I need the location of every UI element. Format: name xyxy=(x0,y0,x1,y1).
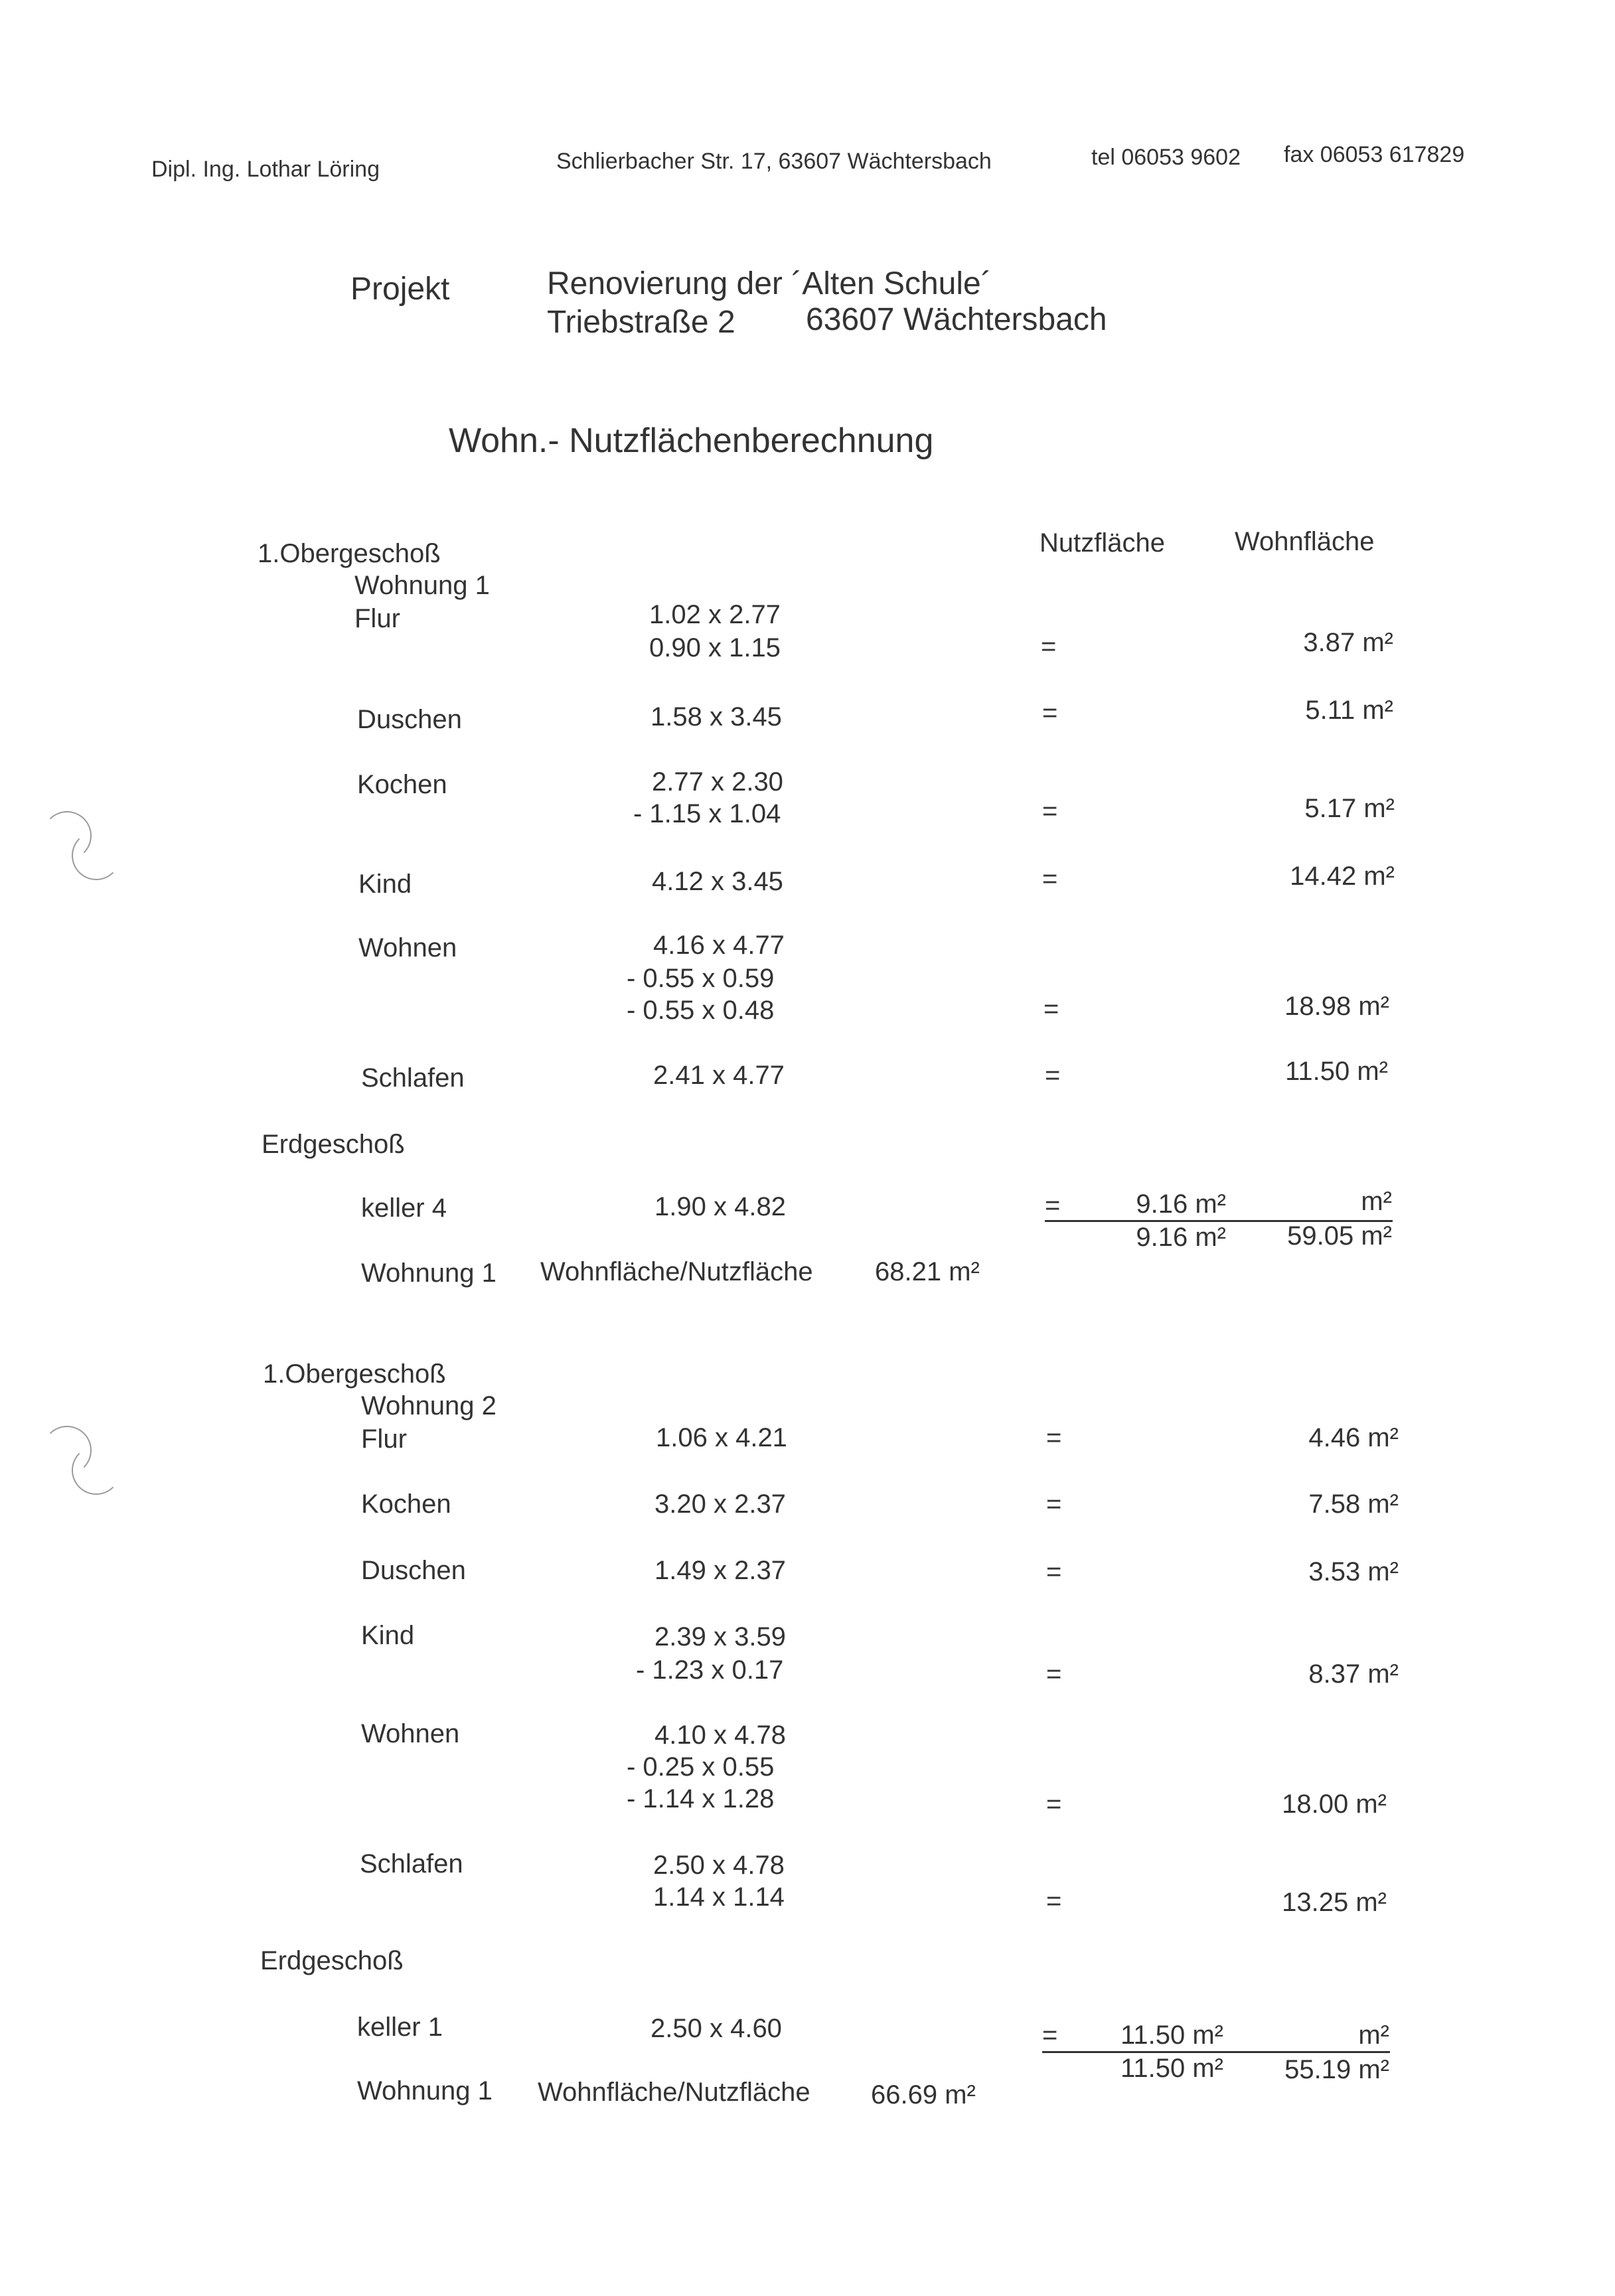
unit2-room-calc: 4.10 x 4.78 xyxy=(654,1721,786,1750)
unit2-room-name: Kind xyxy=(361,1621,415,1650)
unit2-room-name: Wohnen xyxy=(361,1719,460,1748)
unit2-room-calc: - 1.23 x 0.17 xyxy=(636,1655,784,1685)
unit2-room-name: Duschen xyxy=(361,1556,466,1585)
unit2-room-equals: = xyxy=(1046,1659,1062,1689)
unit2-ground-floor: Erdgeschoß xyxy=(260,1946,404,1975)
unit2-room-area: 7.58 m² xyxy=(1308,1490,1399,1519)
author-name: Dipl. Ing. Lothar Löring xyxy=(151,157,380,182)
author-fax: fax 06053 617829 xyxy=(1284,142,1465,167)
unit1-room-name: Kind xyxy=(358,870,412,899)
unit2-cellar-calc: 2.50 x 4.60 xyxy=(651,2014,782,2043)
unit2-room-equals: = xyxy=(1046,1790,1062,1819)
unit2-summary-text: Wohnfläche/Nutzfläche xyxy=(538,2078,810,2107)
unit1-room-name: Kochen xyxy=(357,770,447,799)
unit2-sum-line xyxy=(1042,2051,1390,2053)
unit1-sum-wohn: 59.05 m² xyxy=(1287,1221,1392,1251)
unit1-room-calc: - 0.55 x 0.48 xyxy=(627,996,775,1025)
unit1-room-calc: 2.41 x 4.77 xyxy=(653,1061,785,1090)
unit1-cellar-equals: = xyxy=(1045,1191,1061,1220)
unit2-apartment: Wohnung 2 xyxy=(361,1391,497,1420)
project-street: Triebstraße 2 xyxy=(547,305,735,340)
unit1-room-area: 5.11 m² xyxy=(1305,696,1393,725)
unit1-room-area: 11.50 m² xyxy=(1285,1057,1388,1086)
unit2-sum-nutz: 11.50 m² xyxy=(1120,2054,1223,2083)
author-address: Schlierbacher Str. 17, 63607 Wächtersbach xyxy=(556,149,992,174)
unit1-room-calc: 1.02 x 2.77 xyxy=(649,600,781,629)
unit1-room-area: 18.98 m² xyxy=(1284,992,1389,1021)
unit2-room-calc: 2.39 x 3.59 xyxy=(654,1622,786,1651)
unit1-room-equals: = xyxy=(1042,864,1058,893)
unit2-room-calc: - 0.25 x 0.55 xyxy=(627,1752,775,1782)
unit2-room-calc: 1.49 x 2.37 xyxy=(654,1556,786,1585)
unit2-cellar-name: keller 1 xyxy=(357,2013,443,2042)
unit1-room-area: 3.87 m² xyxy=(1303,628,1393,657)
document-title: Wohn.- Nutzflächenberechnung xyxy=(449,421,934,460)
unit1-cellar-calc: 1.90 x 4.82 xyxy=(654,1192,786,1221)
unit2-room-calc: 1.06 x 4.21 xyxy=(656,1423,787,1452)
unit2-room-area: 13.25 m² xyxy=(1282,1888,1387,1917)
unit1-summary-text: Wohnfläche/Nutzfläche xyxy=(540,1257,813,1286)
unit2-room-name: Schlafen xyxy=(360,1849,463,1878)
unit1-room-equals: = xyxy=(1043,994,1059,1024)
unit1-ground-floor: Erdgeschoß xyxy=(262,1130,405,1159)
author-tel: tel 06053 9602 xyxy=(1091,145,1241,170)
unit2-room-calc: - 1.14 x 1.28 xyxy=(627,1784,775,1813)
unit1-apartment: Wohnung 1 xyxy=(354,571,490,600)
unit2-room-calc: 3.20 x 2.37 xyxy=(654,1490,786,1519)
unit2-cellar-wohn: m² xyxy=(1358,2021,1389,2050)
unit2-room-calc: 1.14 x 1.14 xyxy=(653,1882,785,1912)
unit2-sum-wohn: 55.19 m² xyxy=(1284,2055,1389,2084)
unit2-room-area: 18.00 m² xyxy=(1282,1790,1387,1819)
unit2-room-equals: = xyxy=(1046,1423,1062,1452)
unit1-room-calc: 0.90 x 1.15 xyxy=(649,633,781,662)
unit2-room-area: 8.37 m² xyxy=(1308,1659,1399,1689)
unit2-room-area: 3.53 m² xyxy=(1308,1557,1399,1586)
unit1-room-equals: = xyxy=(1041,632,1057,661)
unit2-cellar-equals: = xyxy=(1042,2021,1058,2050)
unit1-room-name: Schlafen xyxy=(361,1063,465,1093)
unit2-room-name: Flur xyxy=(361,1424,407,1454)
unit1-floor: 1.Obergeschoß xyxy=(258,539,441,568)
unit1-cellar-name: keller 4 xyxy=(361,1193,447,1223)
unit1-room-equals: = xyxy=(1042,698,1058,727)
unit2-room-area: 4.46 m² xyxy=(1308,1423,1399,1452)
unit2-summary-label: Wohnung 1 xyxy=(357,2076,493,2105)
column-wohnflaeche: Wohnfläche xyxy=(1235,527,1375,556)
unit1-room-calc: - 0.55 x 0.59 xyxy=(627,964,775,993)
unit1-cellar-wohn: m² xyxy=(1361,1187,1392,1216)
unit2-room-equals: = xyxy=(1046,1886,1062,1916)
unit1-room-equals: = xyxy=(1042,797,1058,826)
project-city: 63607 Wächtersbach xyxy=(806,302,1107,337)
unit2-room-name: Kochen xyxy=(361,1490,451,1519)
unit1-room-name: Flur xyxy=(354,604,400,633)
punch-hole-mark xyxy=(72,1446,121,1495)
unit2-summary-value: 66.69 m² xyxy=(871,2080,976,2109)
unit1-room-equals: = xyxy=(1045,1061,1061,1090)
unit1-room-name: Duschen xyxy=(357,705,462,734)
unit1-summary-label: Wohnung 1 xyxy=(361,1259,497,1288)
unit1-room-calc: 2.77 x 2.30 xyxy=(652,767,783,797)
project-line1: Renovierung der ´Alten Schule´ xyxy=(547,266,992,301)
unit1-room-calc: 4.12 x 3.45 xyxy=(652,867,783,896)
unit2-cellar-nutz: 11.50 m² xyxy=(1120,2021,1223,2050)
unit1-room-area: 14.42 m² xyxy=(1290,862,1395,891)
unit1-room-name: Wohnen xyxy=(358,933,457,962)
project-label: Projekt xyxy=(350,271,450,307)
unit1-room-calc: 4.16 x 4.77 xyxy=(653,931,785,960)
unit1-sum-nutz: 9.16 m² xyxy=(1136,1223,1226,1252)
unit1-room-calc: - 1.15 x 1.04 xyxy=(633,799,781,828)
unit1-room-area: 5.17 m² xyxy=(1304,794,1395,823)
punch-hole-mark xyxy=(72,831,121,880)
unit2-room-equals: = xyxy=(1046,1557,1062,1586)
unit2-room-equals: = xyxy=(1046,1490,1062,1519)
unit2-floor: 1.Obergeschoß xyxy=(263,1359,446,1389)
unit2-room-calc: 2.50 x 4.78 xyxy=(653,1851,785,1880)
unit1-summary-value: 68.21 m² xyxy=(875,1257,980,1286)
unit1-room-calc: 1.58 x 3.45 xyxy=(651,702,782,731)
column-nutzflaeche: Nutzfläche xyxy=(1039,528,1165,558)
unit1-cellar-nutz: 9.16 m² xyxy=(1136,1189,1226,1219)
